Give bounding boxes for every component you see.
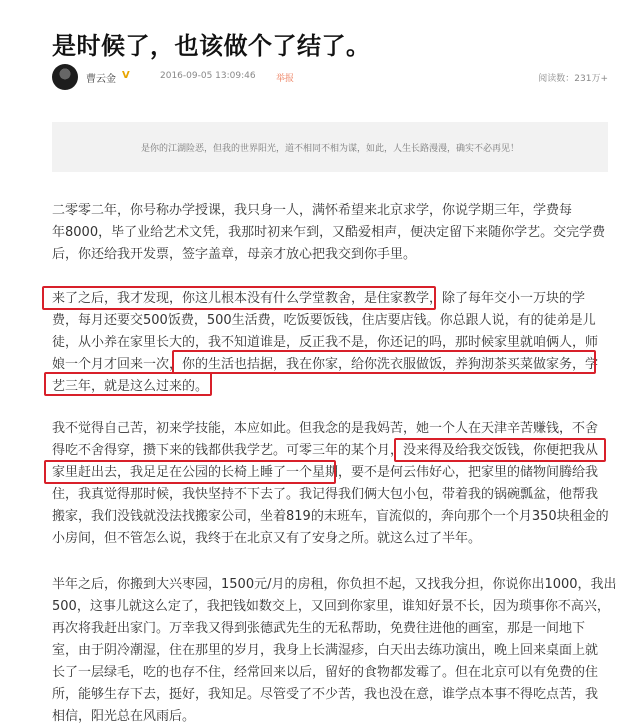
paragraph-line: 后，你还给我开发票，签字盖章，母亲才放心把我交到你手里。 xyxy=(52,247,417,262)
report-link[interactable]: 举报 xyxy=(276,74,295,84)
paragraph-line: 所，能够生存下去，挺好，我知足。尽管受了不少苦，我也没在意，谁学点本事不得吃点苦，我 xyxy=(52,687,599,702)
paragraph-line: 小房间，但不管怎么说，我终于在北京又有了安身之所。就这么过了半年。 xyxy=(52,531,482,546)
paragraph-line: 年8000，毕了业给艺术文凭，我那时初来乍到，又酷爱相声，便决定留下来随你学艺。交完学费 xyxy=(52,225,606,240)
read-count: 阅读数：231万+ xyxy=(538,74,608,84)
paragraph-line: 得吃不舍得穿，攒下来的钱都供我学艺。可零三年的某个月，没来得及给我交饭钱，你便把我从 xyxy=(52,443,599,458)
paragraph-line: 来了之后，我才发现，你这儿根本没有什么学堂教舍，是住家教学，除了每年交小一万块的学 xyxy=(52,291,586,306)
paragraph-line: 搬家，我们没钱就没法找搬家公司，坐着819的末班车，盲流似的，奔向那个一个月350块租金的 xyxy=(52,509,609,524)
avatar[interactable] xyxy=(52,64,78,90)
article-meta xyxy=(52,64,608,90)
paragraph-line: 娘一个月才回来一次，你的生活也拮据，我在你家，给你洗衣服做饭，养狗沏茶买菜做家务，学 xyxy=(52,357,599,372)
paragraph-line: 徒，从小养在家里长大的，我不知道谁是，反正我不是，你还记的吗，那时候家里就咱俩人，师 xyxy=(52,335,599,350)
paragraph-line: 二零零二年，你号称办学授课，我只身一人，满怀希望来北京求学，你说学期三年，学费每 xyxy=(52,203,573,218)
paragraph-2 xyxy=(52,288,612,398)
article-title: 是时候了，也该做个了结了。 xyxy=(52,32,371,60)
paragraph-1 xyxy=(52,200,612,266)
paragraph-line: 长了一层绿毛，吃的也存不住，经常回来以后，留好的食物都发霉了。但在北京可以有免费的住 xyxy=(52,665,599,680)
paragraph-line: 我不觉得自己苦，初来学技能，本应如此。但我念的是我妈苦，她一个人在天津辛苦赚钱，不舍 xyxy=(52,421,599,436)
paragraph-line: 相信，阳光总在风雨后。 xyxy=(52,709,196,724)
paragraph-line: 费，每月还要交500饭费，500生活费，吃饭要饭钱，住店要店钱。你总跟人说，有的徒弟是儿 xyxy=(52,313,596,328)
verified-badge-icon: V xyxy=(122,70,130,81)
paragraph-line: 家里赶出去，我足足在公园的长椅上睡了一个星期，要不是何云伟好心，把家里的储物间腾给我 xyxy=(52,465,599,480)
paragraph-line: 住，我真觉得那时候，我快坚持不下去了。我记得我们俩大包小包，带着我的锅碗瓢盆，他帮我 xyxy=(52,487,599,502)
paragraph-3 xyxy=(52,418,612,550)
author-name[interactable]: 曹云金 xyxy=(86,74,116,85)
paragraph-line: 艺三年，就是这么过来的。 xyxy=(52,379,209,394)
paragraph-line: 再次将我赶出家门。万幸我又得到张德武先生的无私帮助，免费往进他的画室，那是一间地下 xyxy=(52,621,586,636)
article-summary-quote: 是你的江湖险恶，但我的世界阳光，道不相同不相为谋，如此，人生长路漫漫，确实不必再见！ xyxy=(52,122,608,172)
paragraph-line: 半年之后，你搬到大兴枣园，1500元/月的房租，你负担不起，又找我分担，你说你出1000，我出 xyxy=(52,577,617,592)
publish-date: 2016-09-05 13:09:46 xyxy=(160,71,256,81)
paragraph-line: 室，由于阴冷潮湿，住在那里的岁月，我身上长满湿疹，白天出去练功演出，晚上回来桌面上就 xyxy=(52,643,599,658)
paragraph-line: 500，这事儿就这么定了，我把钱如数交上，又回到你家里，谁知好景不长，因为琐事你不高兴， xyxy=(52,599,610,614)
